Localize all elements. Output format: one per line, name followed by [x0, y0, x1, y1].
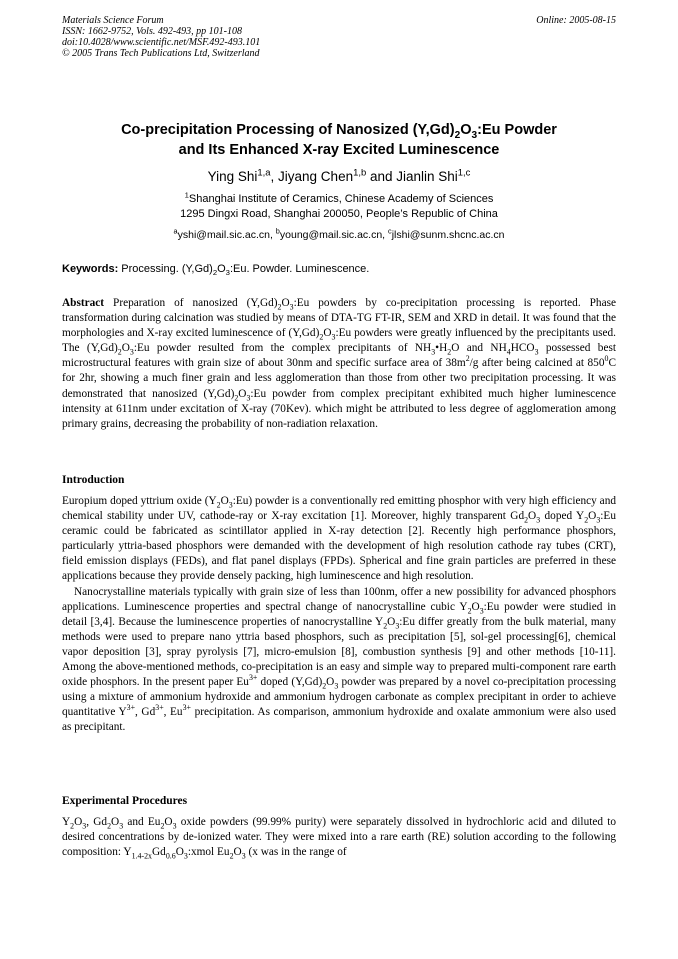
affiliation-line-1: $^1$Shanghai Institute of Ceramics, Chinese Academy of Sciences [184, 190, 494, 205]
paragraph: Europium doped yttrium oxide $(Y_2O_3:Eu)$ powder is a conventionally red emitting phosphor with very high efficiency and chemical stability under UV, cathode-ray or X-ray excitation [1]. Moreover, highly transparent $Gd_2O_3$ doped $Y_2O_3:Eu$ ceramic could be fabricated as scintillator applied in X-ray detection [2]. Recently high performance phosphors, particularly yttria-based phosphors were demanded with the development of high resolution cathode ray tubes (CRT), field emission displays (FEDs), and flat panel displays (FPDs). Spherical and fine grain particles are preferred in these applications because they provide densely packing, high luminescence and high resolution. [62, 495, 616, 583]
paper-title [62, 120, 616, 160]
author-name: Jianlin Shi [396, 169, 458, 184]
online-date: Online: 2005-08-15 [536, 15, 616, 26]
section-heading-introduction: Introduction [62, 474, 125, 486]
author-name: Ying Shi [207, 169, 258, 184]
section-heading-experimental: Experimental Procedures [62, 795, 188, 807]
journal-header [62, 15, 616, 59]
keywords: Keywords: Processing. $(Y,Gd)_2O_3:Eu$. Powder. Luminescence. [62, 263, 370, 278]
keywords-label: Keywords: [62, 263, 119, 275]
abstract: Abstract Preparation of nanosized $(Y,Gd)_2O_3:Eu$ powders by co-precipitation processing is reported. Phase transformation during calcination was studied by means of DTA-TG FT-IR, SEM and XRD in detail. It was found that the morphologies and X-ray excited luminescence of $(Y,Gd)_2O_3:Eu$ powders were greatly influenced by the precipitants used. The $(Y,Gd)_2O_3:Eu$ powder resulted from the complex precipitants of $NH_3•H_2O$ and $NH_4HCO_3$ possessed best microstructural features with grain size of about 30nm and specific surface area of $38m^2/g$ after being calcined at $850^0C$ for 2hr, showing a much finer grain and less agglomeration than those from other two precipitation processing. It was demonstrated that nanosized $(Y,Gd)_2O_3:Eu$ powder from complex precipitant exhibited much higher luminescence intensity at 611nm under excitation of X-ray (70Kev). which might be attributed to less degree of agglomeration among primary grains, decreasing the probability of non-radiation relaxation. [62, 297, 616, 430]
title-line-2: and Its Enhanced X-ray Excited Luminescence [178, 142, 500, 158]
experimental-body: $Y_2O_3$, $Gd_2O_3$ and $Eu_2O_3$ oxide powders (99.99% purity) were separately dissolved in hydrochloric acid and diluted to desired concentrations by de-ionized water. They were mixed into a rare earth (RE) solution according to the following composition: $Y_{1.4-2x}Gd_{0.6}O_3:xmol$ $Eu_2O_3$ (x was in the range of [62, 816, 617, 861]
title-line-1: Co-precipitation Processing of Nanosized $(Y,Gd)_2O_3:Eu$ Powder [121, 122, 557, 141]
journal-issn: ISSN: 1662-9752, Vols. 492-493, pp 101-108 [62, 26, 242, 37]
journal-name: Materials Science Forum [62, 15, 164, 26]
author-emails: $^a$yshi@mail.sic.ac.cn, $^b$young@mail.sic.ac.cn, $^c$jlshi@sunm.shcnc.ac.cn [173, 226, 505, 241]
journal-doi: doi:10.4028/www.scientific.net/MSF.492-493.101 [62, 37, 261, 48]
journal-copyright: © 2005 Trans Tech Publications Ltd, Switzerland [62, 48, 260, 59]
introduction-body [62, 494, 616, 736]
author-name: Jiyang Chen [278, 169, 354, 184]
paragraph: Nanocrystalline materials typically with grain size of less than 100nm, offer a new possibility for advanced phosphors applications. Luminescence properties and spectral change of nanocrystalline cubic $Y_2O_3:Eu$ powder were studied in detail [3,4]. Because the luminescence properties of nanocrystalline $Y_2O_3:Eu$ differ greatly from the bulk material, many methods were used to prepare nano yttria based phosphors, such as precipitation [5], sol-gel processing[6], chemical vapor deposition [3], spray pyrolysis [7], micro-emulsion [8], combustion synthesis [9] and other methods [10-11]. Among the above-mentioned methods, co-precipitation is an easy and simple way to prepared multi-component rare earth oxide phosphors. In the present paper $Eu^{3+}$ doped $(Y,Gd)_2O_3$ powder was prepared by a novel co-precipitation processing using a mixture of ammonium hydroxide and ammonium hydrogen carbonate as complex precipitant in order to achieve quantitative $Y^{3+}$, $Gd^{3+}$, $Eu^{3+}$ precipitation. As comparison, ammonium hydroxide and oxalate ammonium were also used as precipitant. [62, 585, 616, 734]
affiliation [62, 192, 616, 222]
affiliation-line-2: 1295 Dingxi Road, Shanghai 200050, People’s Republic of China [180, 208, 498, 220]
abstract-label: Abstract [62, 297, 105, 309]
author-list: Ying Shi$^{1,a}$, Jiyang Chen$^{1,b}$ and Jianlin Shi$^{1,c}$ [207, 167, 471, 184]
